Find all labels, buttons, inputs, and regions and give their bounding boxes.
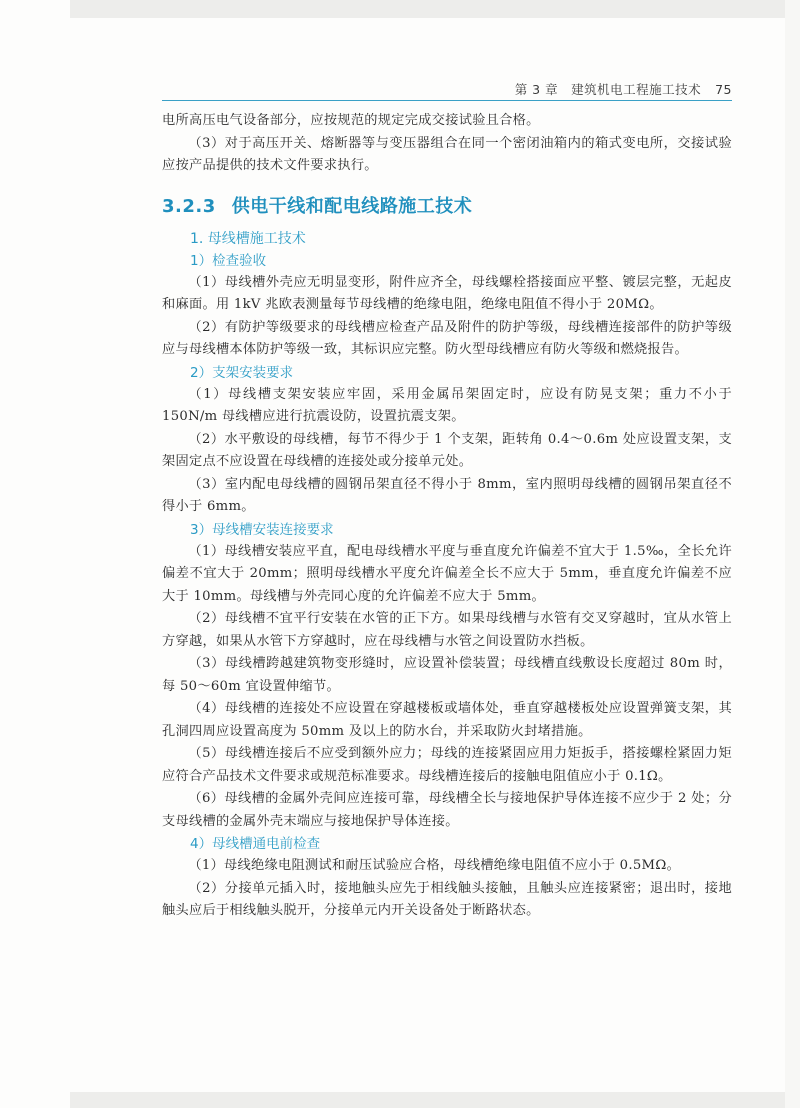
- heading-installation: 3）母线槽安装连接要求: [190, 521, 334, 538]
- section-number: 3.2.3: [162, 195, 216, 217]
- paragraph-inspection-1: （1）母线槽外壳应无明显变形，附件应齐全，母线螺栓搭接面应平整、镀层完整，无起皮和麻面。用 1kV 兆欧表测量每节母线槽的绝缘电阻，绝缘电阻值不得小于 20MΩ。: [162, 274, 732, 312]
- paragraph-intro-2: （3）对于高压开关、熔断器等与变压器组合在同一个密闭油箱内的箱式变电所，交接试验应按产品提供的技术文件要求执行。: [162, 135, 732, 173]
- paragraph-support-2: （2）水平敷设的母线槽，每节不得少于 1 个支架，距转角 0.4～0.6m 处应设置支架，支架固定点不应设置在母线槽的连接处或分接单元处。: [162, 431, 732, 469]
- paragraph-installation-4: （4）母线槽的连接处不应设置在穿越楼板或墙体处，垂直穿越楼板处应设置弹簧支架，其孔洞四周应设置高度为 50mm 及以上的防水台，并采取防火封堵措施。: [162, 701, 732, 739]
- paragraph-installation-3: （3）母线槽跨越建筑物变形缝时，应设置补偿装置；母线槽直线敷设长度超过 80m 时，每 50～60m 宜设置伸缩节。: [162, 656, 732, 694]
- paragraph-installation-5: （5）母线槽连接后不应受到额外应力；母线的连接紧固应用力矩扳手，搭接螺栓紧固力矩应符合产品技术文件要求或规范标准要求。母线槽连接后的接触电阻值应小于 0.1Ω。: [162, 746, 732, 784]
- header-rule: [162, 100, 732, 101]
- heading-inspection: 1）检查验收: [190, 252, 267, 269]
- paragraph-support-3: （3）室内配电母线槽的圆钢吊架直径不得小于 8mm，室内照明母线槽的圆钢吊架直径不得小于 6mm。: [162, 476, 732, 514]
- running-header: [162, 80, 732, 98]
- heading-support: 2）支架安装要求: [190, 364, 294, 381]
- chapter-title: 第 3 章 建筑机电工程施工技术: [514, 82, 702, 97]
- subsection-heading-busway: 1. 母线槽施工技术: [190, 230, 306, 247]
- section-title: 供电干线和配电线路施工技术: [231, 195, 473, 217]
- page-top-edge: [70, 0, 785, 18]
- heading-power-on-check: 4）母线槽通电前检查: [190, 836, 321, 852]
- page-body: [162, 110, 732, 923]
- paragraph-installation-6: （6）母线槽的金属外壳间应连接可靠，母线槽全长与接地保护导体连接不应少于 2 处；分支母线槽的金属外壳末端应与接地保护导体连接。: [162, 791, 732, 829]
- paragraph-intro-1: 电所高压电气设备部分，应按规范的规定完成交接试验且合格。: [162, 113, 540, 128]
- paragraph-support-1: （1）母线槽支架安装应牢固，采用金属吊架固定时，应设有防晃支架；重力不小于 150N/m 母线槽应进行抗震设防，设置抗震支架。: [162, 386, 732, 424]
- paragraph-inspection-2: （2）有防护等级要求的母线槽应检查产品及附件的防护等级，母线槽连接部件的防护等级应与母线槽本体防护等级一致，其标识应完整。防火型母线槽应有防火等级和燃烧报告。: [162, 319, 732, 357]
- paragraph-power-on-1: （1）母线绝缘电阻测试和耐压试验应合格，母线槽绝缘电阻值不应小于 0.5MΩ。: [188, 858, 681, 873]
- page-number: 75: [715, 82, 732, 97]
- page-bottom-edge: [70, 1092, 785, 1108]
- paragraph-installation-2: （2）母线槽不宜平行安装在水管的正下方。如果母线槽与水管有交叉穿越时，宜从水管上方穿越，如果从水管下方穿越时，应在母线槽与水管之间设置防水挡板。: [162, 611, 732, 649]
- section-heading: [162, 192, 732, 218]
- paragraph-power-on-2: （2）分接单元插入时，接地触头应先于相线触头接触，且触头应连接紧密；退出时，接地触头应后于相线触头脱开，分接单元内开关设备处于断路状态。: [162, 880, 732, 918]
- paragraph-installation-1: （1）母线槽安装应平直，配电母线槽水平度与垂直度允许偏差不宜大于 1.5‰，全长允许偏差不宜大于 20mm；照明母线槽水平度允许偏差全长不应大于 5mm，垂直度允许偏差不应大于 10mm。母线槽与外壳同心度的允许偏差不应大于 5mm。: [162, 543, 732, 604]
